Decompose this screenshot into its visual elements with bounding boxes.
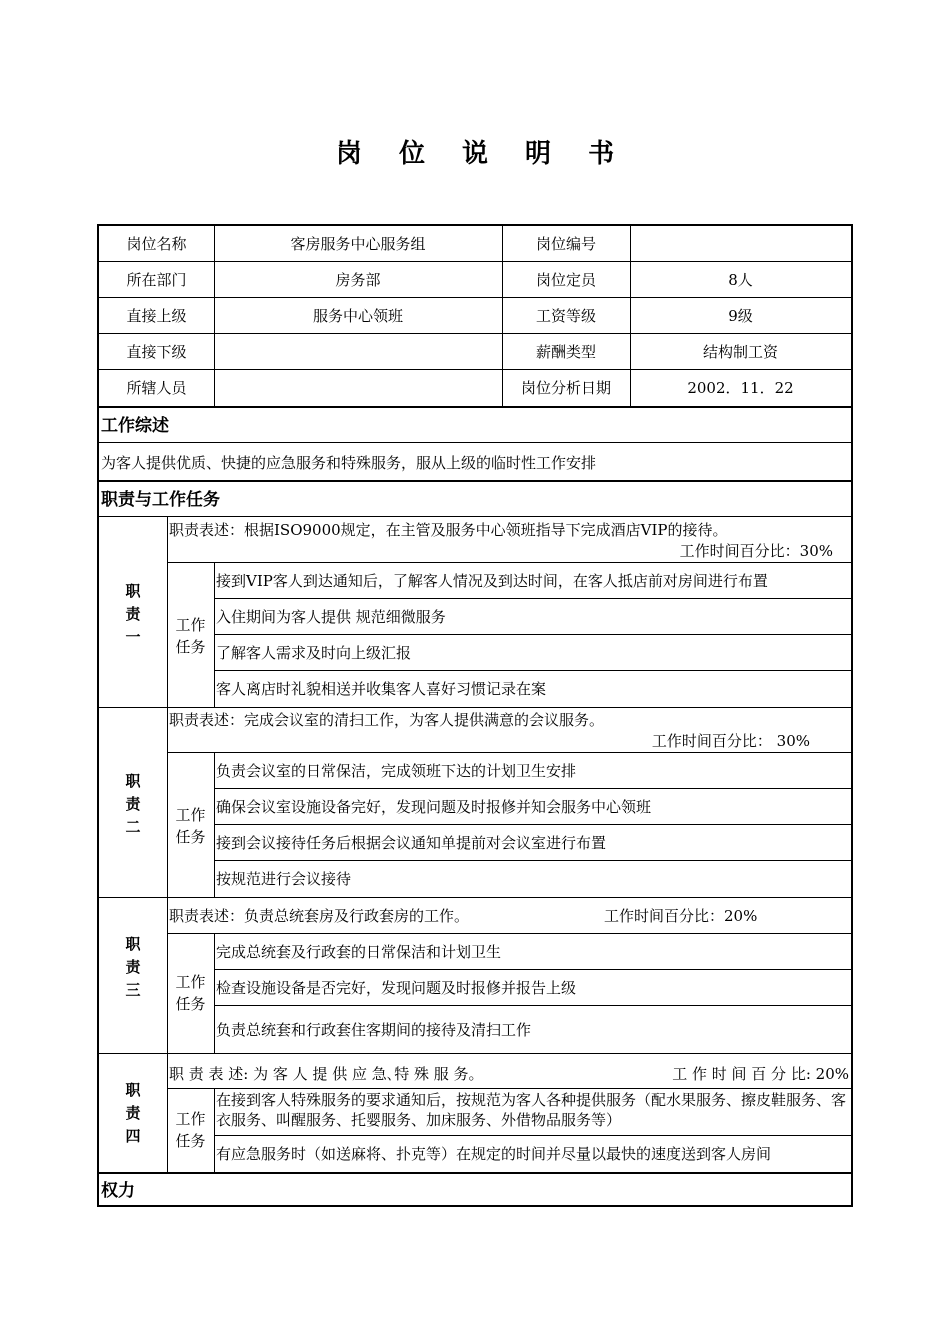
duty-1-task-label: 工作 任务: [175, 616, 206, 656]
duty-1-description: 职责表述：根据ISO9000规定，在主管及服务中心领班指导下完成酒店VIP的接待。: [169, 521, 728, 539]
value-pay-type: 结构制工资: [702, 343, 778, 361]
duty-4-description: 职 责 表 述: 为 客 人 提 供 应 急､特 殊 服 务。: [169, 1065, 484, 1083]
page-title: 岗 位 说 明 书: [335, 139, 629, 169]
duty-3-description: 职责表述：负责总统套房及行政套房的工作。: [169, 907, 470, 925]
duty-1-task-1: 接到VIP客人到达通知后，了解客人情况及到达时间，在客人抵店前对房间进行布置: [216, 572, 768, 590]
label-direct-superior: 直接上级: [126, 307, 187, 325]
duty-3-task-1: 完成总统套及行政套的日常保洁和计划卫生: [216, 943, 502, 961]
duty-3-label: 职 责 三: [125, 935, 141, 999]
label-position-name: 岗位名称: [126, 235, 187, 253]
authority-heading: 权力: [101, 1181, 135, 1201]
label-staff-managed: 所辖人员: [126, 379, 187, 397]
duties-heading: 职责与工作任务: [101, 490, 220, 510]
duty-4-task-label: 工作 任务: [175, 1110, 206, 1150]
label-salary-grade: 工资等级: [535, 307, 596, 325]
duty-4-time-percent: 工 作 时 间 百 分 比: 20%: [672, 1065, 849, 1083]
duty-2-description: 职责表述：完成会议室的清扫工作，为客人提供满意的会议服务。: [169, 711, 605, 729]
duty-2-task-4: 按规范进行会议接待: [216, 870, 352, 888]
value-analysis-date: 2002．11．22: [687, 379, 794, 397]
value-headcount: 8人: [728, 271, 753, 289]
duty-4-label: 职 责 四: [125, 1081, 141, 1145]
duty-1-task-2: 入住期间为客人提供 规范细微服务: [216, 608, 446, 626]
value-department: 房务部: [335, 271, 381, 289]
label-pay-type: 薪酬类型: [535, 343, 596, 361]
label-analysis-date: 岗位分析日期: [520, 379, 611, 397]
job-description-table: [97, 224, 853, 1207]
duty-4-task-1: 在接到客人特殊服务的要求通知后，按规范为客人各种提供服务（配水果服务、擦皮鞋服务、客衣服务、叫醒服务、托婴服务、加床服务、外借物品服务等）: [216, 1091, 847, 1129]
label-headcount: 岗位定员: [535, 271, 596, 289]
duty-2-label: 职 责 二: [125, 772, 141, 836]
duty-1-task-3: 了解客人需求及时向上级汇报: [216, 644, 412, 662]
label-direct-subordinate: 直接下级: [126, 343, 187, 361]
duty-1-label: 职 责 一: [125, 582, 141, 646]
label-position-code: 岗位编号: [535, 235, 596, 253]
duty-3-task-2: 检查设施设备是否完好，发现问题及时报修并报告上级: [216, 979, 577, 997]
value-salary-grade: 9级: [728, 307, 753, 325]
duty-1-task-4: 客人离店时礼貌相送并收集客人喜好习惯记录在案: [216, 680, 547, 698]
label-department: 所在部门: [126, 271, 187, 289]
duty-2-task-1: 负责会议室的日常保洁，完成领班下达的计划卫生安排: [216, 762, 577, 780]
duty-3-task-3: 负责总统套和行政套住客期间的接待及清扫工作: [216, 1021, 532, 1039]
duty-2-time-percent: 工作时间百分比： 30%: [651, 732, 810, 750]
summary-text: 为客人提供优质、快捷的应急服务和特殊服务，服从上级的临时性工作安排: [101, 454, 597, 472]
duty-2-task-label: 工作 任务: [175, 806, 206, 846]
value-direct-superior: 服务中心领班: [312, 307, 403, 325]
duty-1-time-percent: 工作时间百分比：30%: [679, 542, 833, 560]
duty-2-task-2: 确保会议室设施设备完好，发现问题及时报修并知会服务中心领班: [216, 798, 652, 816]
duty-3-task-label: 工作 任务: [175, 973, 206, 1013]
duty-4-task-2: 有应急服务时（如送麻将、扑克等）在规定的时间并尽量以最快的速度送到客人房间: [216, 1145, 772, 1163]
summary-heading: 工作综述: [101, 416, 169, 436]
value-position-name: 客房服务中心服务组: [290, 235, 426, 253]
duty-3-time-percent: 工作时间百分比：20%: [604, 907, 758, 925]
duty-2-task-3: 接到会议接待任务后根据会议通知单提前对会议室进行布置: [216, 834, 607, 852]
